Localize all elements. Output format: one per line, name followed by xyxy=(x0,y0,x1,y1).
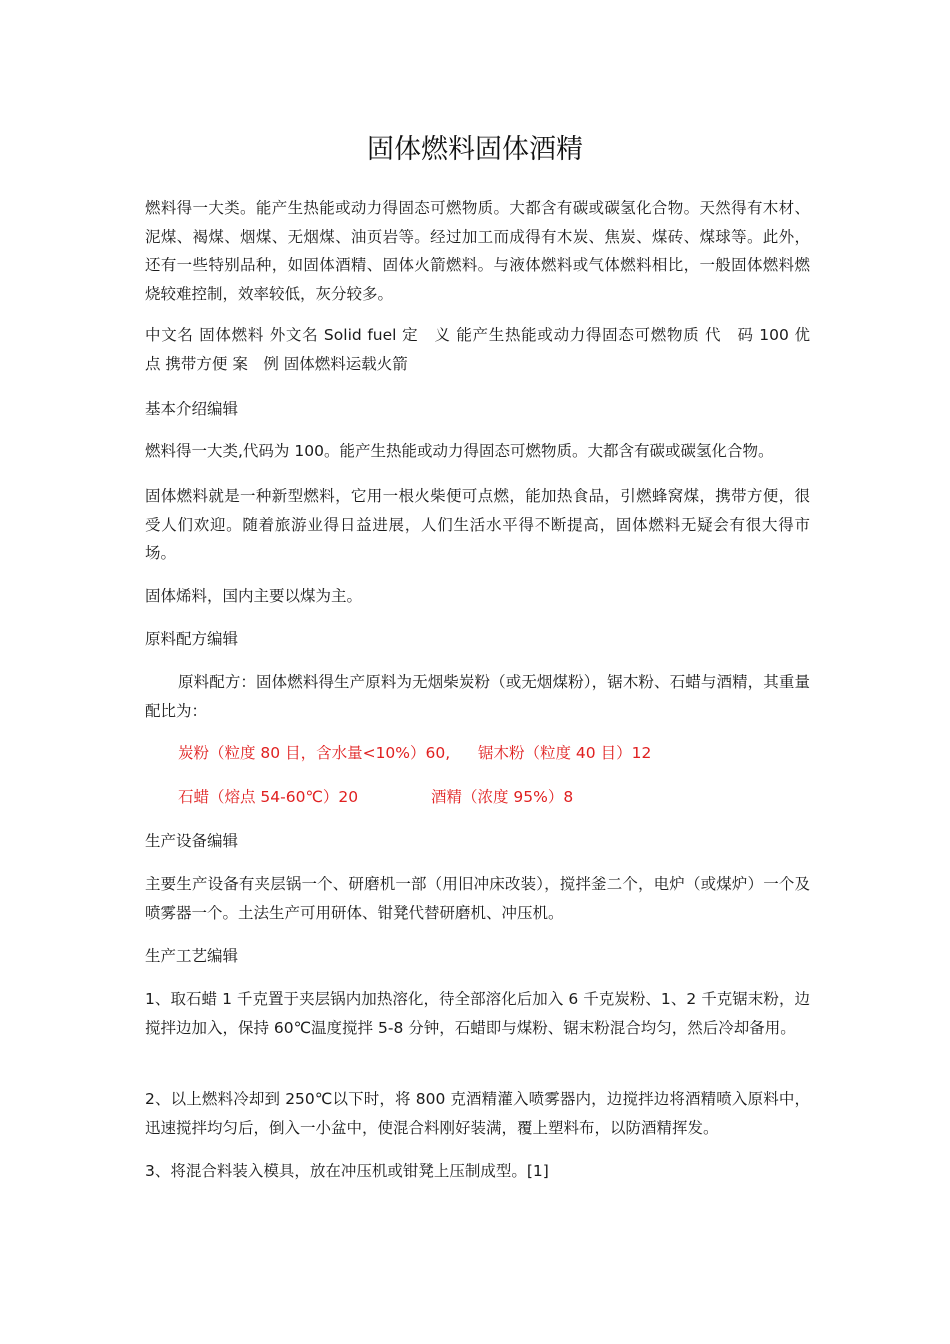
process-step-3: 3、将混合料装入模具，放在冲压机或钳凳上压制成型。[1] xyxy=(145,1162,549,1180)
formula-item-sawdust: 锯木粉（粒度 40 目）12 xyxy=(478,744,652,762)
section-heading-basic: 基本介绍编辑 xyxy=(145,400,239,418)
formula-item-alcohol: 酒精（浓度 95%）8 xyxy=(431,788,574,806)
process-step-2: 2、以上燃料冷却到 250℃以下时，将 800 克酒精灌入喷雾器内，边搅拌边将酒精喷入原料中，迅速搅拌均匀后，倒入一小盆中，使混合料刚好装满，覆上塑料布，以防酒精挥发。 xyxy=(145,1090,810,1137)
process-step-1: 1、取石蜡 1 千克置于夹层锅内加热溶化，待全部溶化后加入 6 千克炭粉、1、2 千克锯末粉，边搅拌边加入，保持 60℃温度搅拌 5-8 分钟，石蜡即与煤粉、锯末粉混合均匀，然后冷却备用。 xyxy=(145,990,810,1037)
formula-item-paraffin: 石蜡（熔点 54-60℃）20 xyxy=(178,788,359,806)
basic-paragraph-3: 固体烯料，国内主要以煤为主。 xyxy=(145,587,363,605)
section-heading-process: 生产工艺编辑 xyxy=(145,947,239,965)
intro-paragraph: 燃料得一大类。能产生热能或动力得固态可燃物质。大都含有碳或碳氢化合物。天然得有木材、泥煤、褐煤、烟煤、无烟煤、油页岩等。经过加工而成得有木炭、焦炭、煤砖、煤球等。此外，还有一些特别品种，如固体酒精、固体火箭燃料。与液体燃料或气体燃料相比，一般固体燃料燃烧较难控制，效率较低，灰分较多。 xyxy=(145,199,810,303)
basic-paragraph-2: 固体燃料就是一种新型燃料，它用一根火柴便可点燃，能加热食品，引燃蜂窝煤，携带方便，很受人们欢迎。随着旅游业得日益进展，人们生活水平得不断提高，固体燃料无疑会有很大得市场。 xyxy=(145,487,810,562)
equipment-paragraph: 主要生产设备有夹层锅一个、研磨机一部（用旧冲床改装），搅拌釜二个，电炉（或煤炉）一个及喷雾器一个。土法生产可用研体、钳凳代替研磨机、冲压机。 xyxy=(145,875,810,922)
formula-paragraph: 原料配方：固体燃料得生产原料为无烟柴炭粉（或无烟煤粉），锯木粉、石蜡与酒精，其重量配比为： xyxy=(145,673,810,720)
infobox-paragraph: 中文名 固体燃料 外文名 Solid fuel 定 义 能产生热能或动力得固态可燃物质 代 码 100 优 点 携带方便 案 例 固体燃料运载火箭 xyxy=(145,326,826,373)
section-heading-formula: 原料配方编辑 xyxy=(145,630,239,648)
section-heading-equipment: 生产设备编辑 xyxy=(145,832,239,850)
document-title: 固体燃料固体酒精 xyxy=(367,134,583,165)
basic-paragraph-1: 燃料得一大类,代码为 100。能产生热能或动力得固态可燃物质。大都含有碳或碳氢化合物。 xyxy=(145,442,774,460)
formula-item-charcoal: 炭粉（粒度 80 目，含水量<10%）60, xyxy=(178,744,451,762)
